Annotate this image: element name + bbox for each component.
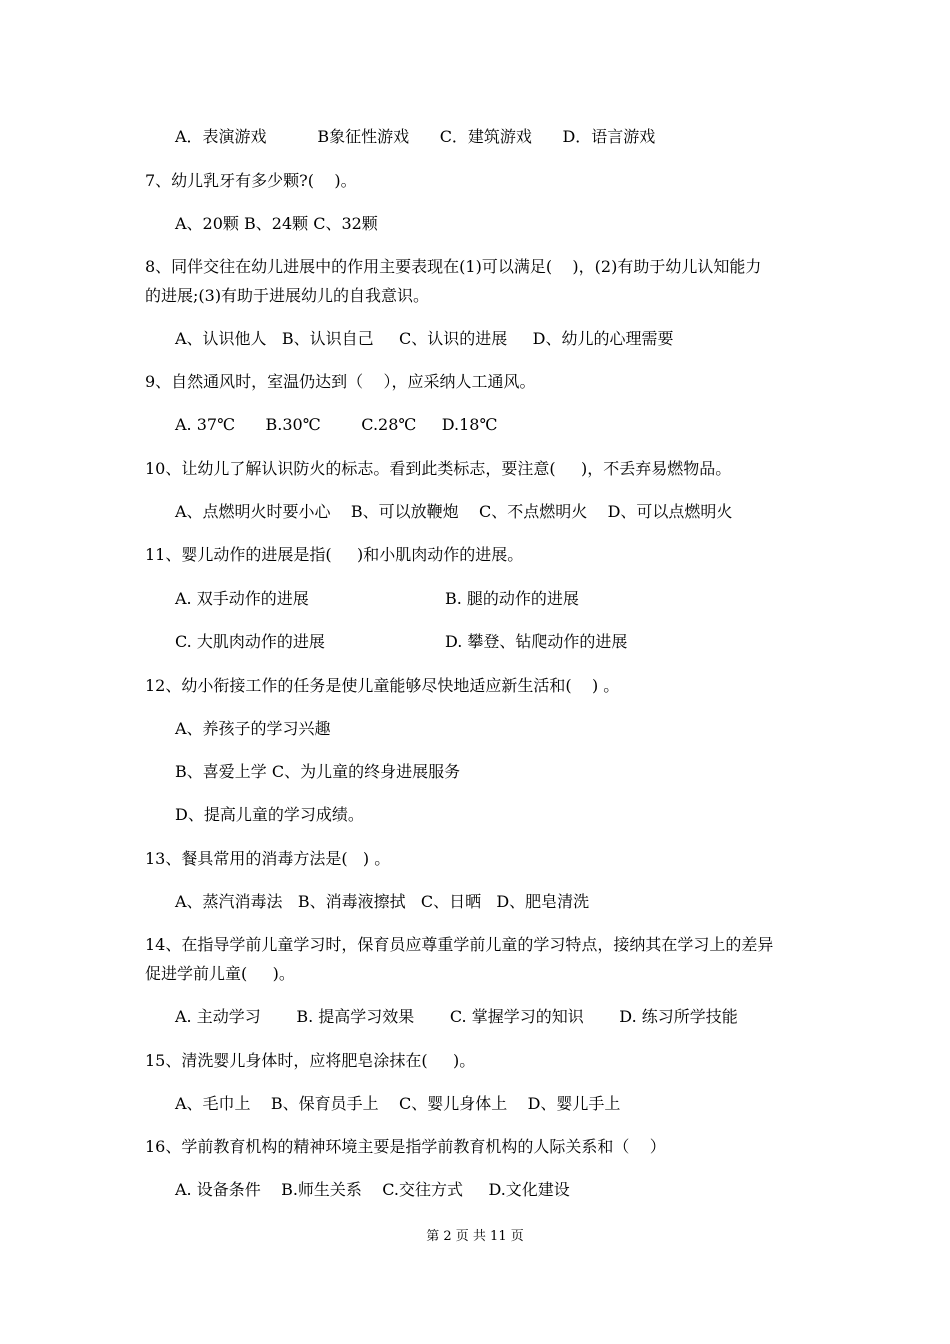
q11-question: 11、婴儿动作的进展是指( )和小肌肉动作的进展。 (145, 545, 524, 564)
q15-question: 15、清洗婴儿身体时，应将肥皂涂抹在( )。 (145, 1051, 476, 1070)
q11-option-b: B. 腿的动作的进展 (445, 589, 579, 608)
q12-option-a: A、养孩子的学习兴趣 (175, 719, 331, 738)
q16-question: 16、学前教育机构的精神环境主要是指学前教育机构的人际关系和（ ） (145, 1137, 666, 1156)
q11-option-c: C. 大肌肉动作的进展 (175, 632, 325, 651)
q7-question: 7、幼儿乳牙有多少颗?( )。 (145, 171, 357, 190)
q11-option-d: D. 攀登、钻爬动作的进展 (445, 632, 628, 651)
q13-options: A、蒸汽消毒法 B、消毒液擦拭 C、日晒 D、肥皂清洗 (175, 892, 590, 911)
q16-options: A. 设备条件 B.师生关系 C.交往方式 D.文化建设 (175, 1180, 570, 1199)
q8-options: A、认识他人 B、认识自己 C、认识的进展 D、幼儿的心理需要 (175, 329, 674, 348)
q12-option-d: D、提高儿童的学习成绩。 (175, 805, 364, 824)
q7-options: A、20颗 B、24颗 C、32颗 (175, 214, 378, 233)
q9-options: A. 37℃ B.30℃ C.28℃ D.18℃ (175, 415, 498, 434)
q14-question-line2: 促进学前儿童( )。 (145, 964, 295, 983)
q10-options: A、点燃明火时要小心 B、可以放鞭炮 C、不点燃明火 D、可以点燃明火 (175, 502, 733, 521)
q11-option-a: A. 双手动作的进展 (175, 589, 309, 608)
q14-options: A. 主动学习 B. 提高学习效果 C. 掌握学习的知识 D. 练习所学技能 (175, 1007, 738, 1026)
q10-question: 10、让幼儿了解认识防火的标志。看到此类标志，要注意( )，不丢弃易燃物品。 (145, 459, 732, 478)
q9-question: 9、自然通风时，室温仍达到（ ），应采纳人工通风。 (145, 372, 536, 391)
q12-question: 12、幼小衔接工作的任务是使儿童能够尽快地适应新生活和( ) 。 (145, 676, 620, 695)
q8-question-line2: 的进展;(3)有助于进展幼儿的自我意识。 (145, 286, 430, 305)
q12-option-bc: B、喜爱上学 C、为儿童的终身进展服务 (175, 762, 461, 781)
q8-question-line1: 8、同伴交往在幼儿进展中的作用主要表现在(1)可以满足( )，(2)有助于幼儿认知能力 (145, 257, 762, 276)
page-footer: 第 2 页 共 11 页 (426, 1229, 524, 1244)
q14-question-line1: 14、在指导学前儿童学习时，保育员应尊重学前儿童的学习特点，接纳其在学习上的差异 (145, 935, 774, 954)
q13-question: 13、餐具常用的消毒方法是( ) 。 (145, 849, 391, 868)
q15-options: A、毛巾上 B、保育员手上 C、婴儿身体上 D、婴儿手上 (175, 1094, 621, 1113)
q6-options: A．表演游戏 B象征性游戏 C．建筑游戏 D．语言游戏 (175, 127, 656, 146)
